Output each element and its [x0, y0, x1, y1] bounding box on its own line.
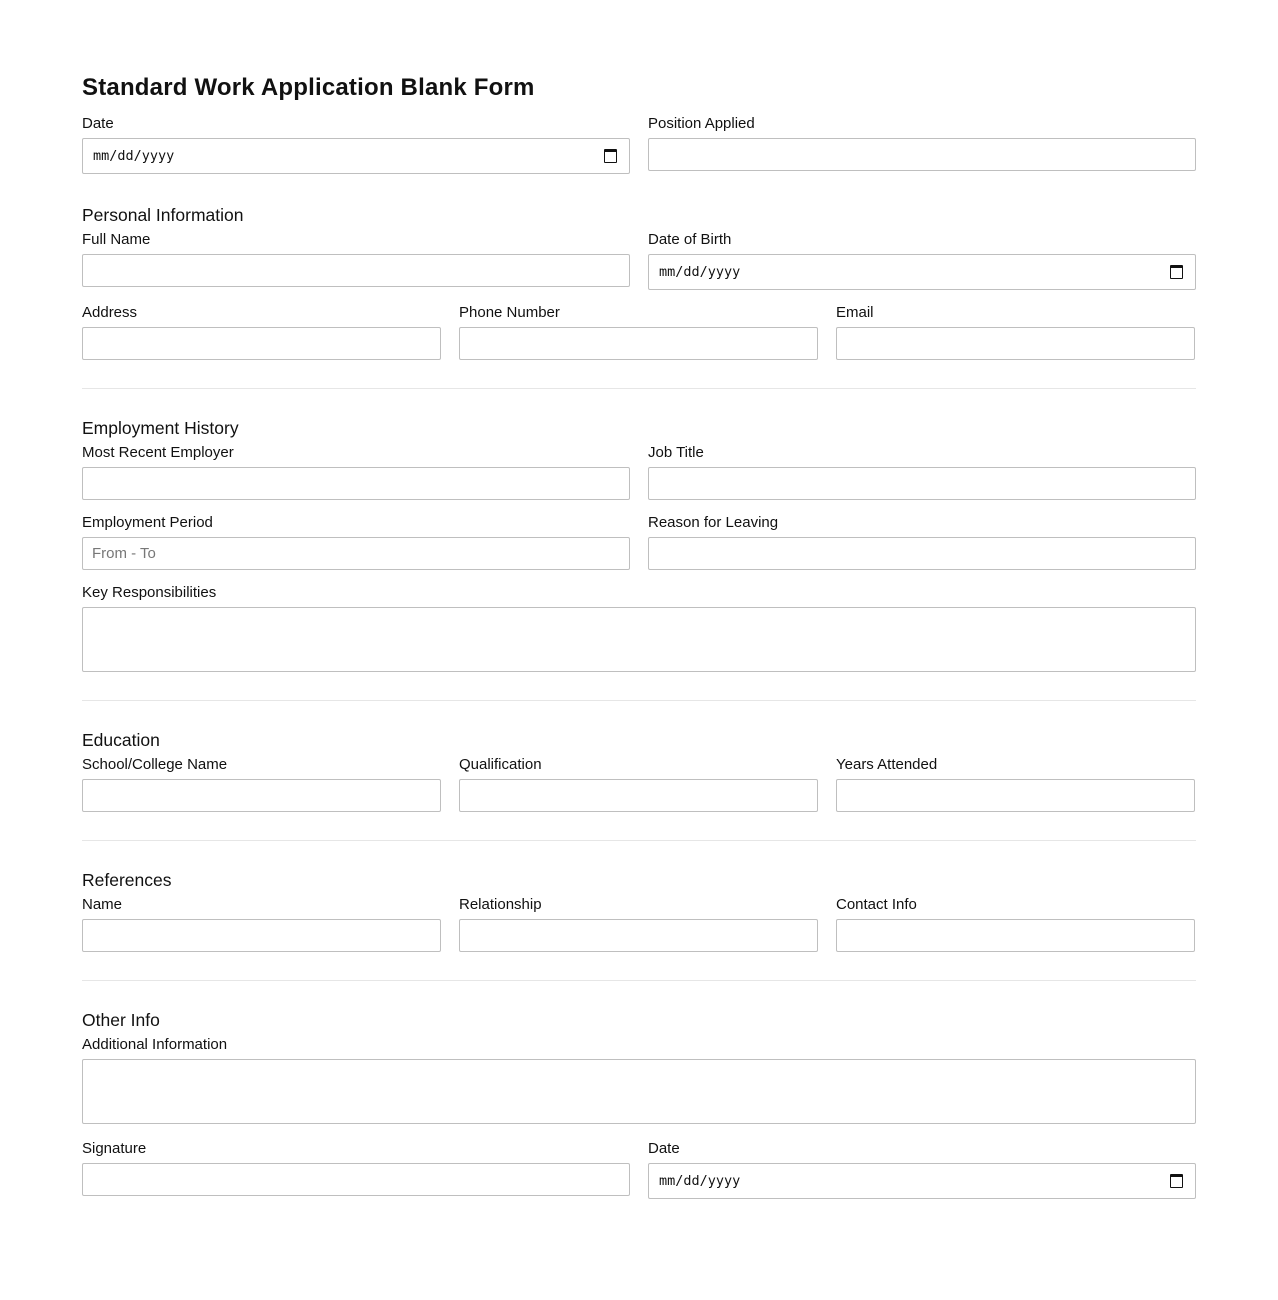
signature-date-placeholder: mm/dd/yyyy [659, 1173, 741, 1189]
relationship-input[interactable] [459, 919, 818, 952]
reason-field-group [648, 513, 1196, 570]
additional-label: Additional Information [82, 1036, 228, 1053]
section-divider [82, 700, 1196, 701]
phone-input[interactable] [459, 327, 818, 360]
dob-field-group [648, 230, 1196, 290]
employment-row-1 [82, 443, 1196, 500]
reason-label: Reason for Leaving [648, 514, 779, 531]
personal-info-heading: Personal Information [82, 205, 244, 225]
address-field-group [82, 303, 441, 360]
section-divider [82, 388, 1196, 389]
section-divider [82, 840, 1196, 841]
job-title-field-group [648, 443, 1196, 500]
additional-textarea[interactable] [82, 1059, 1196, 1124]
email-field-group [836, 303, 1195, 360]
qualification-input[interactable] [459, 779, 818, 812]
signature-date-label: Date [648, 1140, 680, 1157]
period-field-group [82, 513, 630, 570]
calendar-icon[interactable] [604, 149, 617, 163]
phone-label: Phone Number [459, 304, 560, 321]
references-heading: References [82, 870, 172, 890]
full-name-input[interactable] [82, 254, 630, 287]
reference-name-input[interactable] [82, 919, 441, 952]
dob-label: Date of Birth [648, 231, 732, 248]
education-row [82, 755, 1196, 812]
employer-field-group [82, 443, 630, 500]
reason-input[interactable] [648, 537, 1196, 570]
position-input[interactable] [648, 138, 1196, 171]
job-title-label: Job Title [648, 444, 704, 461]
employer-label: Most Recent Employer [82, 444, 234, 461]
contact-label: Contact Info [836, 896, 917, 913]
signature-date-field-group [648, 1139, 1196, 1199]
address-input[interactable] [82, 327, 441, 360]
relationship-label: Relationship [459, 896, 542, 913]
employer-input[interactable] [82, 467, 630, 500]
additional-field-group [82, 1035, 1196, 1124]
period-input[interactable] [82, 537, 630, 570]
years-label: Years Attended [836, 756, 938, 773]
calendar-icon[interactable] [1170, 1174, 1183, 1188]
employment-row-3 [82, 583, 1196, 672]
header-fields-row [82, 114, 1196, 174]
qualification-label: Qualification [459, 756, 542, 773]
signature-date-input[interactable] [648, 1163, 1196, 1199]
education-heading: Education [82, 730, 160, 750]
job-title-input[interactable] [648, 467, 1196, 500]
personal-row-1 [82, 230, 1196, 290]
responsibilities-textarea[interactable] [82, 607, 1196, 672]
employment-row-2 [82, 513, 1196, 570]
date-placeholder: mm/dd/yyyy [93, 148, 175, 164]
dob-input[interactable] [648, 254, 1196, 290]
references-row [82, 895, 1196, 952]
email-label: Email [836, 304, 874, 321]
address-label: Address [82, 304, 138, 321]
signature-label: Signature [82, 1140, 147, 1157]
school-input[interactable] [82, 779, 441, 812]
qualification-field-group [459, 755, 818, 812]
section-divider [82, 980, 1196, 981]
date-field-group [82, 114, 630, 174]
contact-input[interactable] [836, 919, 1195, 952]
other-info-heading: Other Info [82, 1010, 160, 1030]
calendar-icon[interactable] [1170, 265, 1183, 279]
responsibilities-label: Key Responsibilities [82, 584, 217, 601]
phone-field-group [459, 303, 818, 360]
relationship-field-group [459, 895, 818, 952]
reference-name-label: Name [82, 896, 123, 913]
period-label: Employment Period [82, 514, 213, 531]
reference-name-field-group [82, 895, 441, 952]
years-field-group [836, 755, 1195, 812]
other-row-1 [82, 1035, 1196, 1124]
date-input[interactable] [82, 138, 630, 174]
email-input[interactable] [836, 327, 1195, 360]
school-field-group [82, 755, 441, 812]
other-row-2 [82, 1139, 1196, 1199]
signature-input[interactable] [82, 1163, 630, 1196]
employment-history-heading: Employment History [82, 418, 239, 438]
full-name-field-group [82, 230, 630, 290]
years-input[interactable] [836, 779, 1195, 812]
contact-field-group [836, 895, 1195, 952]
position-label: Position Applied [648, 115, 755, 132]
page-title: Standard Work Application Blank Form [82, 74, 535, 101]
position-field-group [648, 114, 1196, 174]
full-name-label: Full Name [82, 231, 151, 248]
dob-placeholder: mm/dd/yyyy [659, 264, 741, 280]
date-label: Date [82, 115, 114, 132]
personal-row-2 [82, 303, 1196, 360]
school-label: School/College Name [82, 756, 228, 773]
responsibilities-field-group [82, 583, 1196, 672]
signature-field-group [82, 1139, 630, 1199]
